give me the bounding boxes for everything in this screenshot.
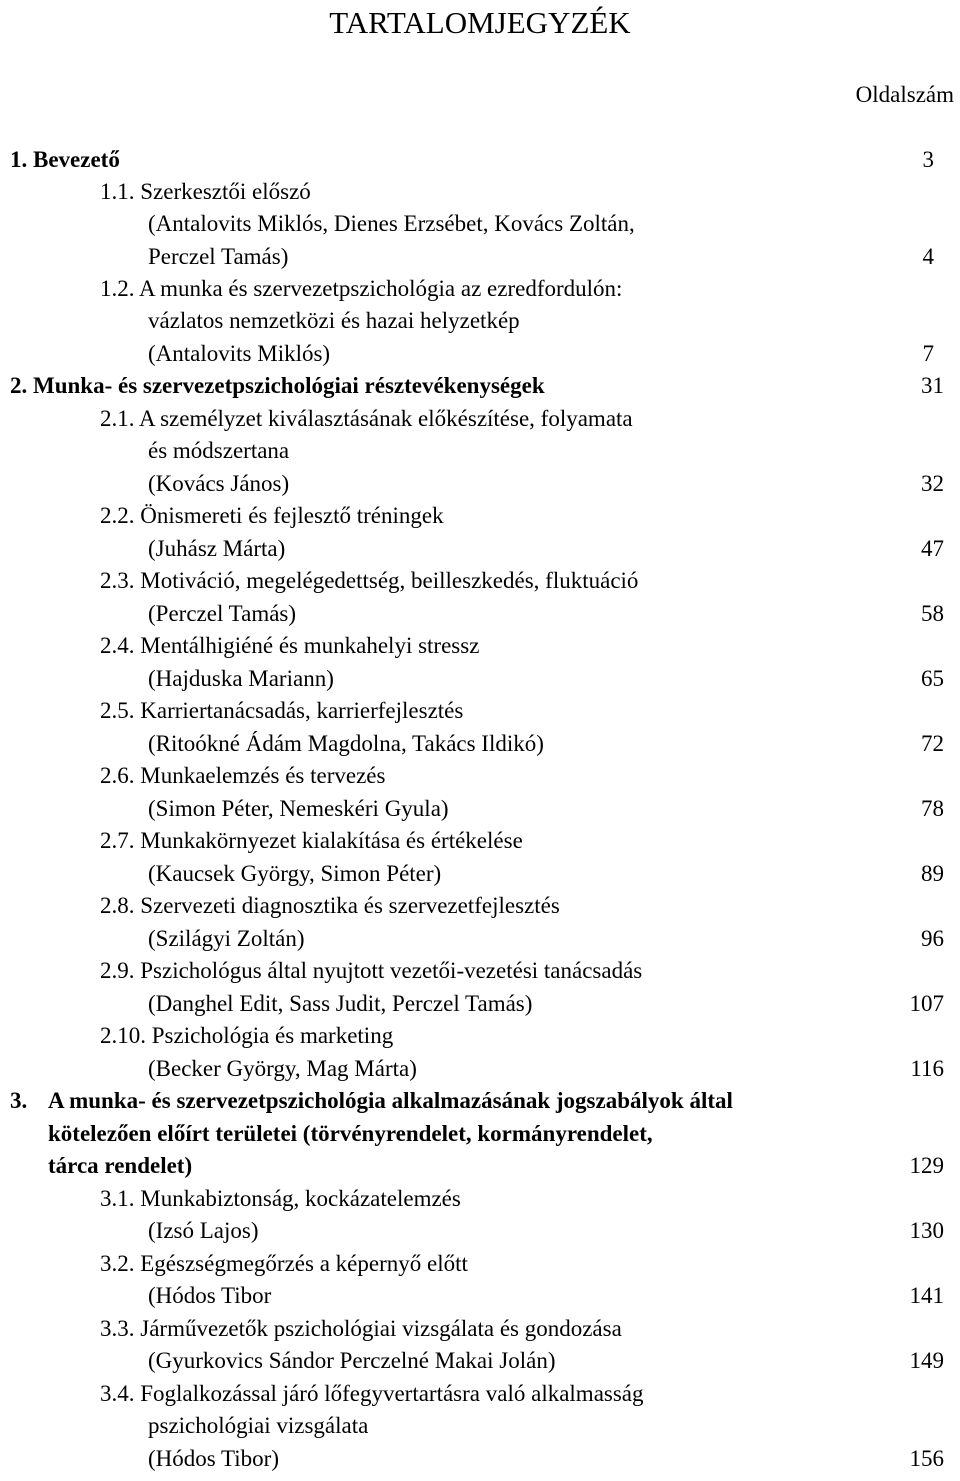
toc-page-2-6: 78 [921,796,944,821]
toc-entry-2: 2. Munka- és szervezetpszichológiai résztevékenységek [10,373,545,398]
toc-entry-3-cont-2: tárca rendelet) [48,1153,193,1178]
toc-entry-2-7: 2.7. Munkakörnyezet kialakítása és értékelése [100,828,523,853]
toc-page-1: 3 [922,147,934,172]
toc-page-2-10: 116 [910,1056,944,1081]
toc-entry-2-9: 2.9. Pszichológus által nyujtott vezetői-vezetési tanácsadás [100,958,643,983]
toc-entry-2-6: 2.6. Munkaelemzés és tervezés [100,763,386,788]
toc-entry-2-5-authors: (Ritoókné Ádám Magdolna, Takács Ildikó) [148,731,544,756]
toc-entry-2-5: 2.5. Karriertanácsadás, karrierfejlesztés [100,698,464,723]
toc-entry-2-8-authors: (Szilágyi Zoltán) [148,926,305,951]
toc-page-2-9: 107 [909,991,944,1016]
toc-entry-1-2-authors: (Antalovits Miklós) [148,341,331,366]
toc-entry-2-1-authors: (Kovács János) [148,471,290,496]
toc-page-2-8: 96 [921,926,944,951]
toc-entry-3-4-cont: pszichológiai vizsgálata [148,1413,369,1438]
toc-entry-1-2-cont: vázlatos nemzetközi és hazai helyzetkép [148,308,520,333]
toc-entry-2-9-authors: (Danghel Edit, Sass Judit, Perczel Tamás) [148,991,533,1016]
toc-entry-1: 1. Bevezető [10,147,120,172]
toc-page-2: 31 [921,373,944,398]
toc-entry-3-4-authors: (Hódos Tibor) [148,1446,280,1471]
toc-entry-3: A munka- és szervezetpszichológia alkalmazásának jogszabályok által [48,1088,733,1113]
toc-entry-1-2: 1.2. A munka és szervezetpszichológia az ezredfordulón: [100,276,623,301]
toc-entry-2-3-authors: (Perczel Tamás) [148,601,297,626]
toc-page-2-7: 89 [921,861,944,886]
toc-page-2-5: 72 [921,731,944,756]
toc-entry-3-4: 3.4. Foglalkozással járó lőfegyvertartásra való alkalmasság [100,1381,644,1406]
toc-entry-1-1-authors: (Antalovits Miklós, Dienes Erzsébet, Kovács Zoltán, [148,211,635,236]
toc-page-2-4: 65 [921,666,944,691]
toc-page-1-1: 4 [922,244,934,269]
toc-page-3-3: 149 [909,1348,944,1373]
toc-entry-3-1: 3.1. Munkabiztonság, kockázatelemzés [100,1186,461,1211]
toc-page-3-1: 130 [909,1218,944,1243]
toc-entry-2-10: 2.10. Pszichológia és marketing [100,1023,394,1048]
toc-entry-3-2: 3.2. Egészségmegőrzés a képernyő előtt [100,1251,468,1276]
toc-entry-2-4: 2.4. Mentálhigiéné és munkahelyi stressz [100,633,480,658]
toc-entry-2-2-authors: (Juhász Márta) [148,536,286,561]
toc-entry-3-number: 3. [10,1088,28,1113]
toc-page-1-2: 7 [922,341,934,366]
toc-entry-1-1-authors-cont: Perczel Tamás) [148,244,289,269]
toc-entry-3-3-authors: (Gyurkovics Sándor Perczelné Makai Jolán) [148,1348,556,1373]
toc-page-2-3: 58 [921,601,944,626]
toc-entry-3-3: 3.3. Járművezetők pszichológiai vizsgálata és gondozása [100,1316,622,1341]
toc-entry-2-8: 2.8. Szervezeti diagnosztika és szervezetfejlesztés [100,893,560,918]
toc-entry-2-2: 2.2. Önismereti és fejlesztő tréningek [100,503,444,528]
toc-entry-2-7-authors: (Kaucsek György, Simon Péter) [148,861,442,886]
toc-entry-3-cont: kötelezően előírt területei (törvényrendelet, kormányrendelet, [48,1121,653,1146]
toc-page-2-2: 47 [921,536,944,561]
toc-entry-2-1: 2.1. A személyzet kiválasztásának előkészítése, folyamata [100,406,633,431]
toc-entry-1-1: 1.1. Szerkesztői előszó [100,179,311,204]
toc-page-3: 129 [909,1153,944,1178]
toc-page-2-1: 32 [921,471,944,496]
toc-entry-2-4-authors: (Hajduska Mariann) [148,666,334,691]
page-title: TARTALOMJEGYZÉK [329,5,631,40]
toc-entry-3-2-authors: (Hódos Tibor [148,1283,272,1308]
toc-page-3-2: 141 [909,1283,944,1308]
toc-page-3-4: 156 [909,1446,944,1471]
page-number-header: Oldalszám [855,82,954,107]
toc-entry-2-6-authors: (Simon Péter, Nemeskéri Gyula) [148,796,449,821]
toc-entry-3-1-authors: (Izsó Lajos) [148,1218,259,1243]
toc-entry-2-3: 2.3. Motiváció, megelégedettség, beilleszkedés, fluktuáció [100,568,639,593]
toc-entry-2-1-cont: és módszertana [148,438,290,463]
toc-entry-2-10-authors: (Becker György, Mag Márta) [148,1056,417,1081]
